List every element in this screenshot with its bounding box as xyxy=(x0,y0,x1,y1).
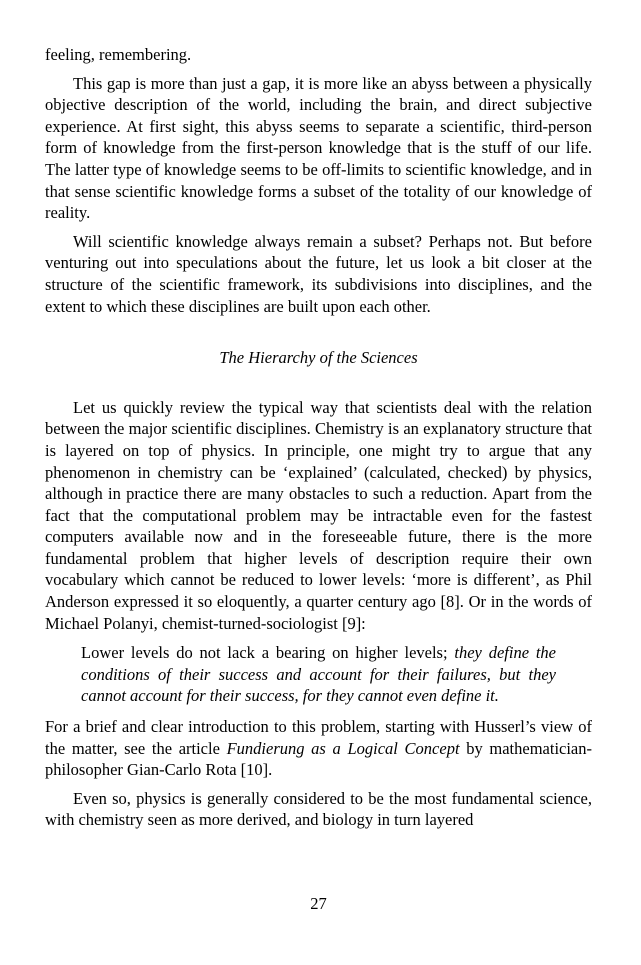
section-heading: The Hierarchy of the Sciences xyxy=(219,348,418,368)
paragraph-even-so: Even so, physics is generally considered to be the most fundamental science, with chemistry seen as more derived, and biology in turn layered xyxy=(45,788,592,830)
paragraph-continuation: feeling, remembering. xyxy=(45,45,192,64)
rota-text-after: by mathematician-philosopher Gian-Carlo Rota [10]. xyxy=(45,738,592,780)
article-title-italic: Fundierung as a Logical Concept xyxy=(226,738,460,758)
block-quote xyxy=(81,642,556,707)
paragraph-abyss: This gap is more than just a gap, it is more like an abyss between a physically objective description of the world, including the brain, and direct subjective experience. At first sight, this abyss seems to separate a scientific, third-person form of knowledge from the first-person knowledge that is the stuff of our life. The latter type of knowledge seems to be off-limits to scientific knowledge, and in that sense scientific knowledge forms a subset of the totality of our knowledge of reality. xyxy=(45,73,592,223)
paragraph-rota xyxy=(45,716,592,781)
paragraph-hierarchy: Let us quickly review the typical way that scientists deal with the relation between the major scientific disciplines. Chemistry is an explanatory structure that is layered on top of physics. In principle, one might try to argue that any phenomenon in chemistry can be ‘explained’ (calculated, checked) by physics, although in practice there are many obstacles to such a reduction. Apart from the fact that the computational problem may be intractable even for the fastest computers available now and in the foreseeable future, there is the more fundamental problem that higher levels of description require their own vocabulary which cannot be reduced to lower levels: ‘more is different’, as Phil Anderson expressed it so eloquently, a quarter century ago [8]. Or in the words of Michael Polanyi, chemist-turned-sociologist [9]: xyxy=(45,397,592,633)
paragraph-subset: Will scientific knowledge always remain a subset? Perhaps not. But before venturing out into speculations about the future, let us look a bit closer at the structure of the scientific framework, its subdivisions into disciplines, and the extent to which these disciplines are built upon each other. xyxy=(45,231,592,316)
quote-italic-text: they define the conditions of their success and account for their failures, but they cannot account for their success, for they cannot even define it. xyxy=(81,643,556,706)
page-number: 27 xyxy=(310,894,327,913)
rota-text-before: For a brief and clear introduction to this problem, starting with Husserl’s view of the matter, see the article xyxy=(45,717,592,758)
quote-roman-text: Lower levels do not lack a bearing on higher levels; xyxy=(81,643,455,663)
text-column xyxy=(45,44,592,838)
